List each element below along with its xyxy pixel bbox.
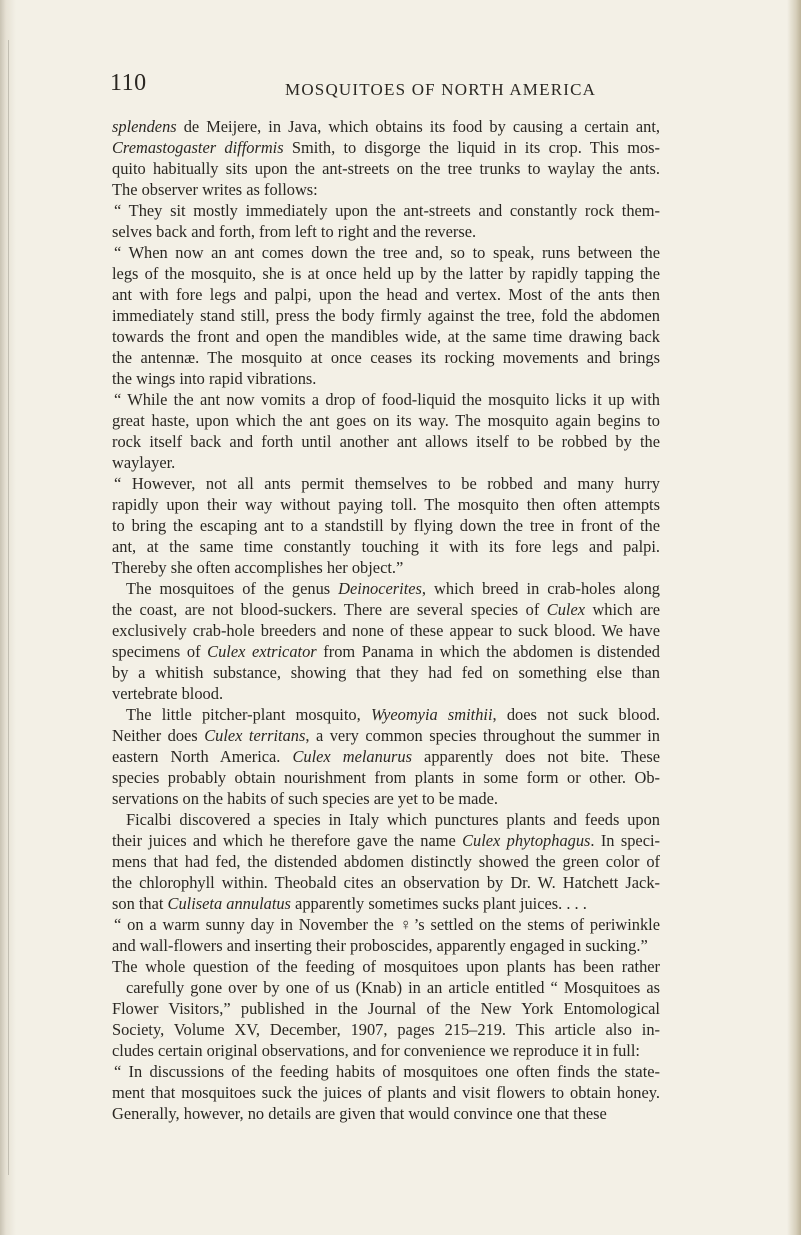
text-line: rapidly upon their way without paying toll. The mosquito then often attempts xyxy=(112,495,660,514)
text-line: specimens of Culex extricator from Panama in which the abdomen is distended xyxy=(112,642,660,661)
text-line: and wall-flowers and inserting their proboscides, apparently engaged in sucking.” xyxy=(112,936,648,955)
text-line: rock itself back and forth until another ant allows itself to be robbed by the xyxy=(112,432,660,451)
text-line: “ However, not all ants permit themselves to be robbed and many hurry xyxy=(114,474,660,493)
text-line: The mosquitoes of the genus Deinocerites, which breed in crab-holes along xyxy=(126,579,660,598)
text-line: splendens de Meijere, in Java, which obtains its food by causing a certain ant, xyxy=(112,117,660,136)
body-text xyxy=(112,116,660,1124)
text-line: servations on the habits of such species are yet to be made. xyxy=(112,789,498,808)
text-line: The observer writes as follows: xyxy=(112,180,318,199)
scan-binding-line xyxy=(8,40,9,1175)
text-line: carefully gone over by one of us (Knab) in an article entitled “ Mosquitoes as xyxy=(126,978,660,997)
text-line: the chlorophyll within. Theobald cites an observation by Dr. W. Hatchett Jack- xyxy=(112,873,660,892)
text-line: by a whitish substance, showing that they had fed on something else than xyxy=(112,663,660,682)
page-number: 110 xyxy=(110,70,147,96)
text-line: eastern North America. Culex melanurus apparently does not bite. These xyxy=(112,747,660,766)
text-line: Neither does Culex territans, a very common species throughout the summer in xyxy=(112,726,660,745)
running-head: MOSQUITOES OF NORTH AMERICA xyxy=(285,80,597,99)
text-line: towards the front and open the mandibles wide, at the same time drawing back xyxy=(112,327,660,346)
text-line: ment that mosquitoes suck the juices of plants and visit flowers to obtain honey. xyxy=(112,1083,660,1102)
page-header xyxy=(110,70,670,100)
text-line: their juices and which he therefore gave the name Culex phytophagus. In speci- xyxy=(112,831,660,850)
text-line: son that Culiseta annulatus apparently sometimes sucks plant juices. . . . xyxy=(112,894,587,913)
text-line: legs of the mosquito, she is at once held up by the latter by rapidly tapping the xyxy=(112,264,660,283)
text-line: the wings into rapid vibrations. xyxy=(112,369,317,388)
text-line: quito habitually sits upon the ant-streets on the tree trunks to waylay the ants. xyxy=(112,159,660,178)
text-line: “ In discussions of the feeding habits of mosquitoes one often finds the state- xyxy=(114,1062,660,1081)
text-line: cludes certain original observations, and for convenience we reproduce it in full: xyxy=(112,1041,640,1060)
text-line: species probably obtain nourishment from plants in some form or other. Ob- xyxy=(112,768,660,787)
text-line: ant with fore legs and palpi, upon the head and vertex. Most of the ants then xyxy=(112,285,660,304)
text-line: to bring the escaping ant to a standstill by flying down the tree in front of the xyxy=(112,516,660,535)
text-line: mens that had fed, the distended abdomen distinctly showed the green color of xyxy=(112,852,660,871)
text-line: the coast, are not blood-suckers. There are several species of Culex which are xyxy=(112,600,660,619)
text-line: “ on a warm sunny day in November the ♀’s settled on the stems of periwinkle xyxy=(114,915,660,934)
text-line: Thereby she often accomplishes her object.” xyxy=(112,558,404,577)
text-line: great haste, upon which the ant goes on its way. The mosquito again begins to xyxy=(112,411,660,430)
text-line: immediately stand still, press the body firmly against the tree, fold the abdomen xyxy=(112,306,660,325)
text-line: Flower Visitors,” published in the Journal of the New York Entomological xyxy=(112,999,660,1018)
text-line: “ When now an ant comes down the tree and, so to speak, runs between the xyxy=(114,243,660,262)
scan-shadow-right xyxy=(787,0,801,1235)
text-line: exclusively crab-hole breeders and none of these appear to suck blood. We have xyxy=(112,621,660,640)
text-line: Generally, however, no details are given that would convince one that these xyxy=(112,1104,607,1123)
text-line: The whole question of the feeding of mosquitoes upon plants has been rather xyxy=(112,957,660,976)
text-line: waylayer. xyxy=(112,453,176,472)
text-line: selves back and forth, from left to right and the reverse. xyxy=(112,222,477,241)
text-line: ant, at the same time constantly touching it with its fore legs and palpi. xyxy=(112,537,660,556)
text-line: The little pitcher-plant mosquito, Wyeomyia smithii, does not suck blood. xyxy=(126,705,660,724)
text-line: the antennæ. The mosquito at once ceases its rocking movements and brings xyxy=(112,348,660,367)
text-line: Society, Volume XV, December, 1907, pages 215–219. This article also in- xyxy=(112,1020,660,1039)
text-line: Cremastogaster difformis Smith, to disgorge the liquid in its crop. This mos- xyxy=(112,138,660,157)
text-line: “ They sit mostly immediately upon the ant-streets and constantly rock them- xyxy=(114,201,660,220)
text-line: Ficalbi discovered a species in Italy which punctures plants and feeds upon xyxy=(126,810,660,829)
text-line: “ While the ant now vomits a drop of food-liquid the mosquito licks it up with xyxy=(114,390,660,409)
text-line: vertebrate blood. xyxy=(112,684,224,703)
